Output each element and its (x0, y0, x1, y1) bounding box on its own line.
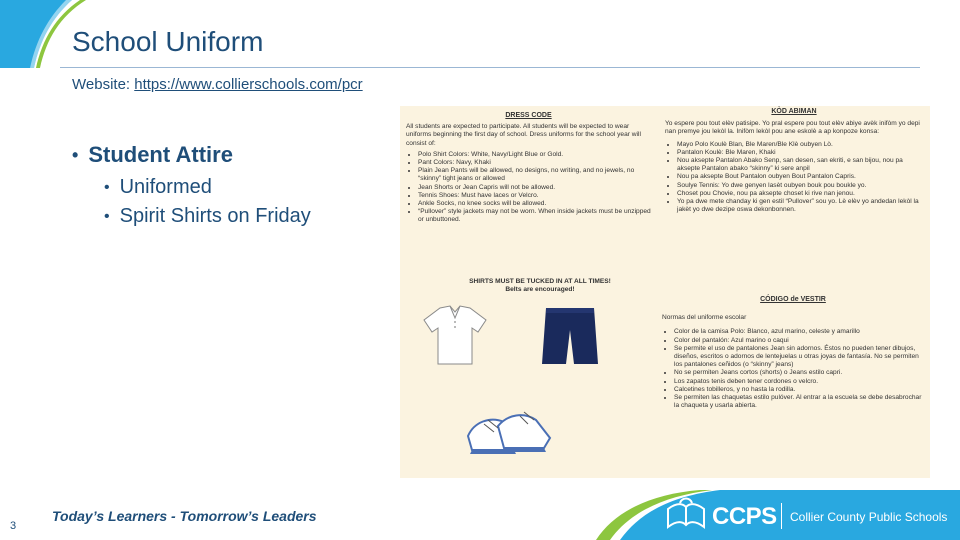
dress-code-heading: CÓDIGO de VESTIR (760, 296, 826, 303)
list-item: • Ankle Socks, no knee socks will be allowed. (418, 200, 651, 208)
bullet-student-attire (72, 142, 311, 168)
list-item: • Jean Shorts or Jean Capris will not be allowed. (418, 184, 651, 192)
sub-bullet-label: Uniformed (119, 176, 212, 198)
list-item: • Choset pou Chovie, nou pa aksepte choset ki rive nan jenou. (677, 190, 923, 198)
sub-bullet-spirit-shirts (104, 205, 311, 228)
shirt-image (420, 304, 490, 366)
list-item: • Color del pantalón: Azul marino o caqui (674, 337, 924, 345)
list-item: • Soulye Tennis: Yo dwe genyen lasèt oubyen bouk pou boukle yo. (677, 182, 923, 190)
page-number: 3 (10, 520, 17, 532)
dress-code-english (406, 112, 651, 225)
bullet-icon: • (104, 178, 110, 196)
list-item: • No se permiten Jeans cortos (shorts) o Jeans estilo capri. (674, 369, 924, 377)
dress-code-heading: KÒD ABIMAN (771, 108, 817, 115)
list-item: • Se permite el uso de pantalones Jean sin adornos. Éstos no pueden tener dibujos, diseños, escritos o adornos de lentejuelas u otras joyas de fantasía. No se permiten los pantalones ceñidos (o “skinny” jeans) (674, 345, 924, 370)
sub-bullet-list (104, 176, 311, 228)
dress-code-intro: All students are expected to participate. All students will be expected to wear uniforms beginning the first day of school. Dress uniforms for the school year will consist of: (406, 123, 641, 147)
dress-code-list (665, 141, 923, 215)
bullet-icon: • (104, 207, 110, 225)
list-item: • Calcetines tobilleros, y no hasta la rodilla. (674, 386, 924, 394)
logo-text: CCPS (712, 503, 777, 530)
list-item: • Se permiten las chaquetas estilo pulóver. Al entrar a la escuela se debe desabrochar la chaqueta y usarla abierta. (674, 394, 924, 410)
belts-text: Belts are encouraged! (505, 286, 575, 293)
footer-slogan: Today’s Learners - Tomorrow’s Leaders (52, 508, 317, 524)
sub-bullet-label: Spirit Shirts on Friday (119, 205, 311, 227)
dress-code-intro: Yo espere pou tout elèv patisipe. Yo pral espere pou tout elèv abiye avèk inifòm yo depi nan premye jou lekòl la. Inifòm lekòl pou ane eskolè a ap konpoze konsa: (665, 120, 920, 136)
dress-code-spanish (662, 296, 924, 410)
dress-code-document (400, 106, 930, 478)
dress-code-list (406, 151, 651, 225)
list-item: • “Pullover” style jackets may not be worn. When inside jackets must be unzipped or unbuttoned. (418, 208, 651, 224)
list-item: • Pant Colors: Navy, Khaki (418, 159, 651, 167)
title-divider (60, 67, 920, 68)
dress-code-heading: DRESS CODE (505, 112, 552, 119)
list-item: • Polo Shirt Colors: White, Navy/Light Blue or Gold. (418, 151, 651, 159)
logo-divider (781, 503, 782, 529)
list-item: • Color de la camisa Polo: Blanco, azul marino, celeste y amarillo (674, 328, 924, 336)
sneakers-image (464, 402, 554, 462)
list-item: • Tennis Shoes: Must have laces or Velcro. (418, 192, 651, 200)
sub-bullet-uniformed (104, 176, 311, 199)
tucked-notice (430, 278, 650, 294)
bullet-icon: • (72, 144, 79, 165)
list-item: • Yo pa dwe mete chanday ki gen estil “Pullover” sou yo. Lè elèv yo andedan lekòl la jakèt yo dwe dezipe oswa dekonbonnen. (677, 198, 923, 214)
website-label: Website: (72, 76, 135, 93)
dress-code-haitian (665, 108, 923, 214)
shorts-image (538, 304, 602, 368)
bullet-list (72, 142, 311, 234)
website-link[interactable]: https://www.collierschools.com/pcr (134, 76, 363, 93)
ccps-logo-icon (664, 497, 708, 533)
website-line (72, 76, 363, 93)
dress-code-intro: Normas del uniforme escolar (662, 314, 747, 322)
logo-subtitle: Collier County Public Schools (790, 510, 948, 524)
list-item: • Nou aksepte Pantalon Abako Senp, san desen, san ekriti, e san bijou, nou pa aksepte Pantalon abako “skinny” ki sere anpil (677, 157, 923, 173)
list-item: • Los zapatos tenis deben tener cordones o velcro. (674, 378, 924, 386)
dress-code-list (662, 328, 924, 410)
list-item: • Nou pa aksepte Bout Pantalon oubyen Bout Pantalon Capris. (677, 173, 923, 181)
list-item: • Plain Jean Pants will be allowed, no designs, no writing, and no jewels, no “skinny” tight jeans or allowed (418, 167, 651, 183)
tucked-text: SHIRTS MUST BE TUCKED IN AT ALL TIMES! (469, 278, 611, 285)
slide-title: School Uniform (72, 26, 264, 57)
list-item: • Pantalon Koulè: Ble Maren, Khaki (677, 149, 923, 157)
list-item: • Mayo Polo Koulè Blan, Ble Maren/Ble Klè oubyen Lò. (677, 141, 923, 149)
bullet-label: Student Attire (88, 142, 233, 167)
